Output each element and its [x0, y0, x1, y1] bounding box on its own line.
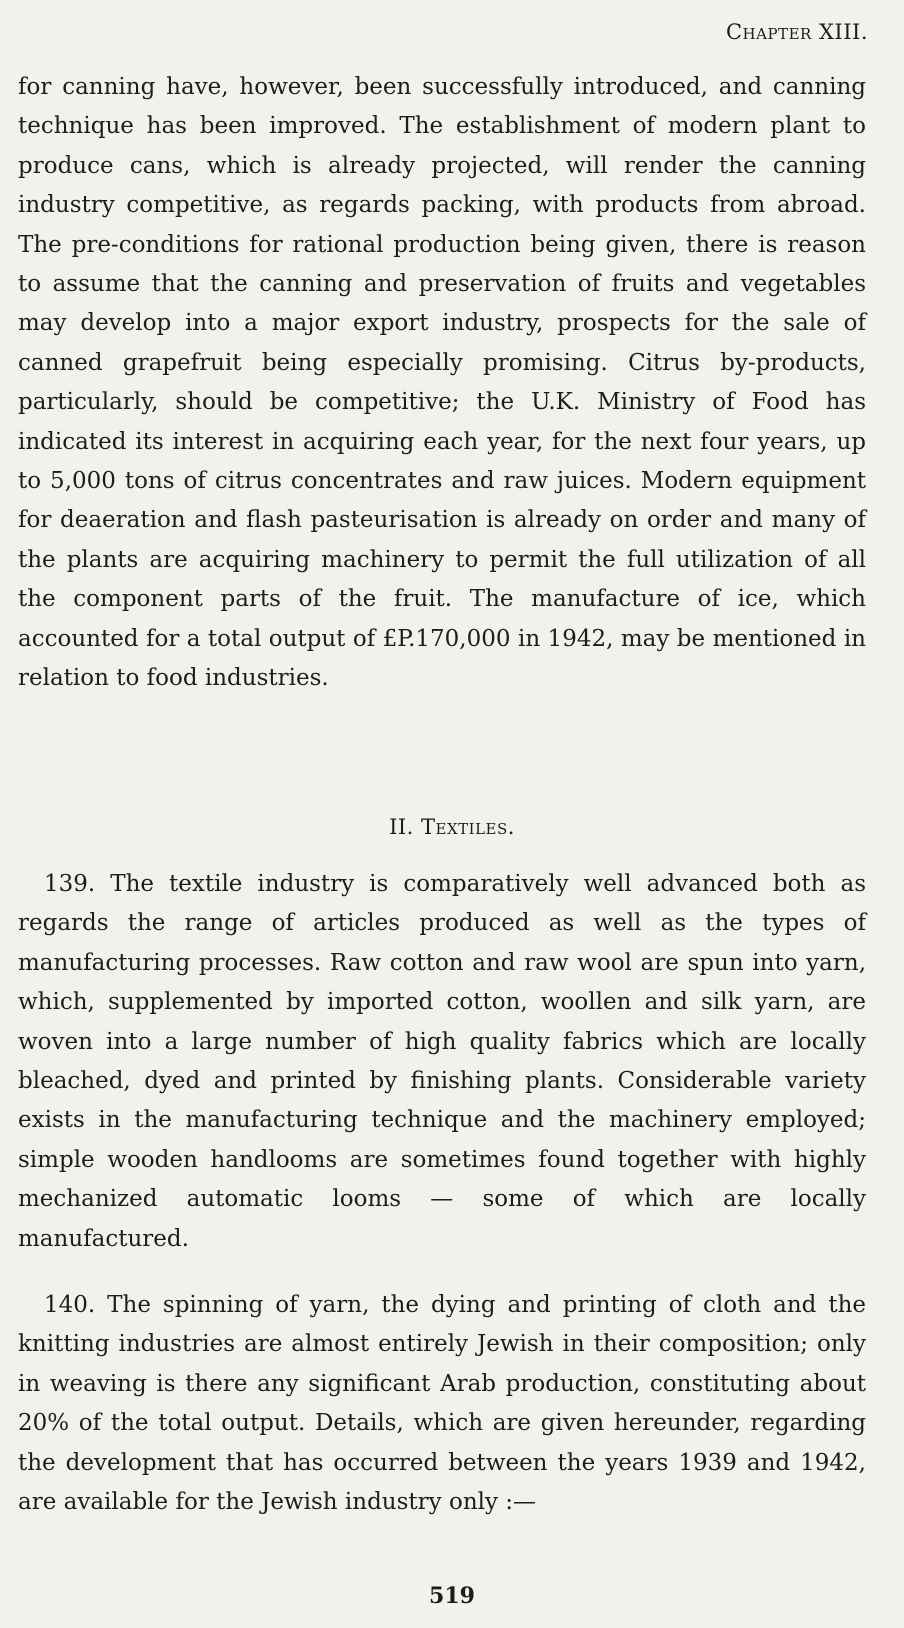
paragraph-canning: for canning have, however, been successfully introduced, and canning technique has been improved. The establishment of modern plant to produce cans, which is already projected, will render the canning industry competitive, as regards packing, with products from abroad. The pre-conditions for rational production being given, there is reason to assume that the canning and preservation of fruits and vegetables may develop into a major export industry, prospects for the sale of canned grapefruit being especially promising. Citrus by-products, particularly, should be competitive; the U.K. Ministry of Food has indicated its interest in acquiring each year, for the next four years, up to 5,000 tons of citrus concentrates and raw juices. Modern equipment for deaeration and flash pasteurisation is already on order and many of the plants are acquiring machinery to permit the full utilization of all the component parts of the fruit. The manufacture of ice, which accounted for a total output of £P.170,000 in 1942, may be mentioned in relation to food industries.	[18, 74, 866, 692]
paragraph-140: 140. The spinning of yarn, the dying and printing of cloth and the knitting industries are almost entirely Jewish in their composition; only in weaving is there any significant Arab production, constituting about 20% of the total output. Details, which are given hereunder, regarding the development that has occurred between the years 1939 and 1942, are available for the Jewish industry only :—	[18, 1292, 866, 1516]
paragraph-139: 139. The textile industry is comparatively well advanced both as regards the range of articles produced as well as the types of manufacturing processes. Raw cotton and raw wool are spun into yarn, which, supplemented by imported cotton, woollen and silk yarn, are woven into a large number of high quality fabrics which are locally bleached, dyed and printed by finishing plants. Considerable variety exists in the manufacturing technique and the machinery employed; simple wooden handlooms are sometimes found together with highly mechanized automatic looms — some of which are locally manufactured.	[18, 871, 866, 1252]
page-number: 519	[429, 1583, 475, 1609]
section-heading: II. Textiles.	[389, 815, 515, 839]
chapter-header: Chapter XIII.	[725, 20, 868, 44]
